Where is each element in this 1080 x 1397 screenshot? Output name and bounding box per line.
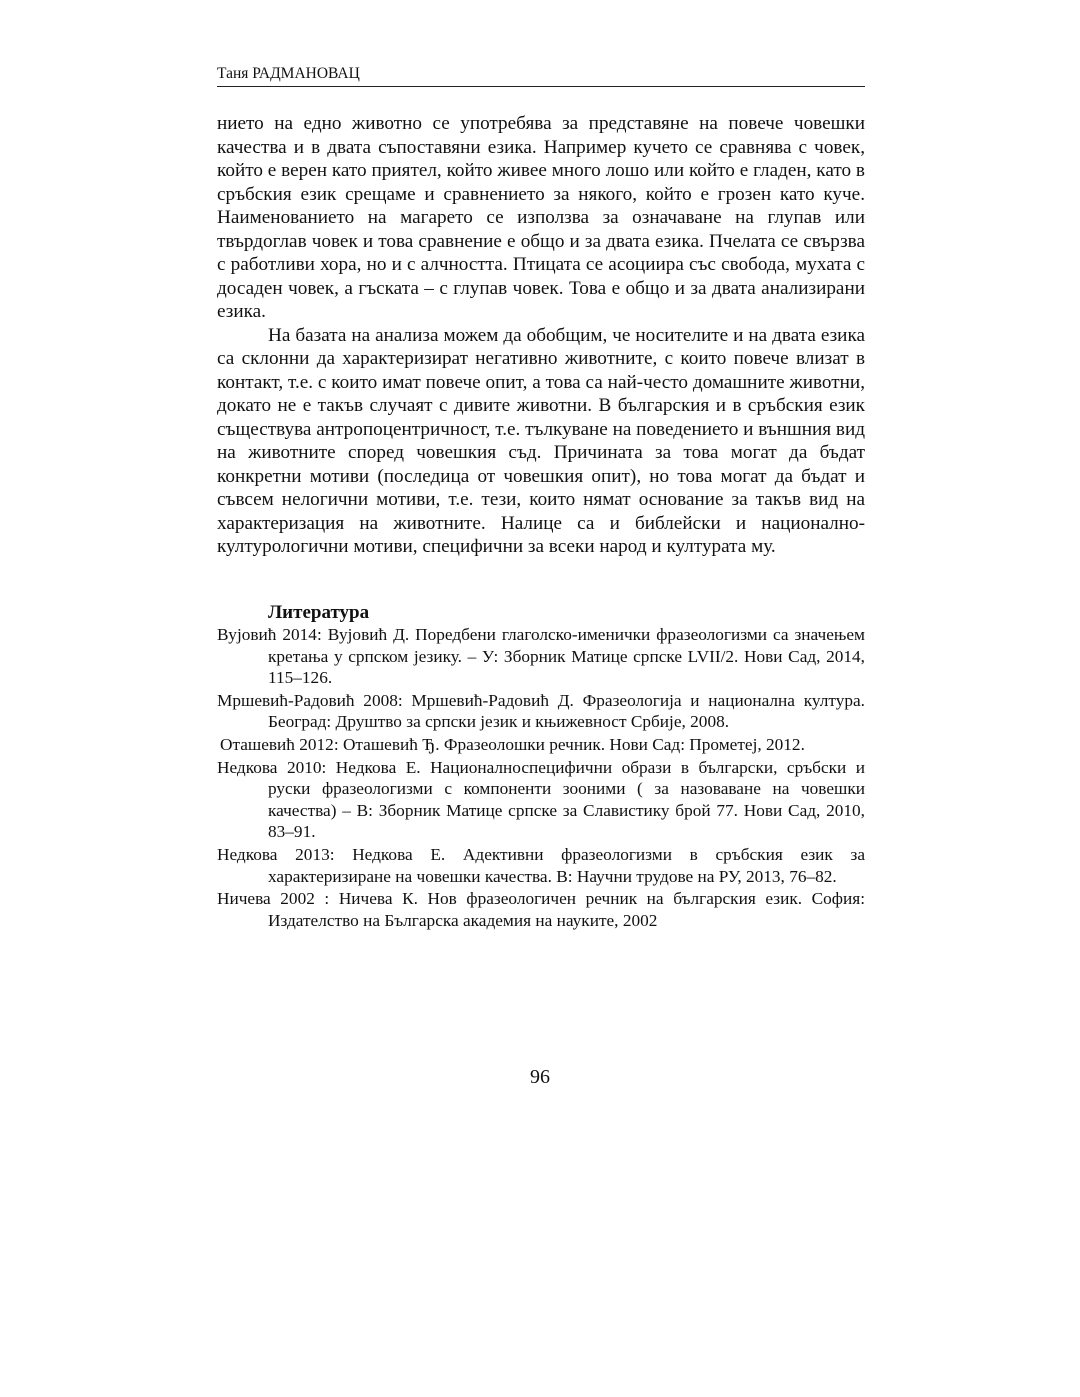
running-title: Таня РАДМАНОВАЦ bbox=[217, 65, 360, 82]
paragraph-continued: нието на едно животно се употребява за представяне на повече човешки качества и в двата съпоставяни езика. Например кучето се сравнява с човек, който е верен като приятел, който живее много лошо или който е гладен, като в сръбския език срещаме и сравнението за някого, който е грозен като куче. Наименованието на магарето се използва за означаване на глупав или твърдоглав човек и това сравнение е общо и за двата езика. Пчелата се свързва с работливи хора, но и с алчността. Птицата се асоциира със свобода, мухата с досаден човек, а гъската – с глупав човек. Това е общо и за двата анализирани езика. bbox=[217, 113, 865, 322]
reference-item: Недкова 2013: Недкова Е. Адективни фразеологизми в сръбския език за характеризиране на човешки качества. В: Научни трудове на РУ, 2013, 76–82. bbox=[217, 844, 865, 886]
main-text bbox=[217, 112, 865, 559]
reference-item: Вујовић 2014: Вујовић Д. Поредбени глаголско-именички фразеологизми са значењем кретања у српском језику. – У: Зборник Матице српске LVII/2. Нови Сад, 2014, 115–126. bbox=[217, 625, 865, 688]
reference-item: Оташевић 2012: Оташевић Ђ. Фразеолошки речник. Нови Сад: Прометеј, 2012. bbox=[220, 734, 805, 754]
running-header bbox=[217, 64, 865, 87]
reference-item: Ничева 2002 : Ничева К. Нов фразеологичен речник на българския език. София: Издателство на Българска академия на науките, 2002 bbox=[217, 889, 865, 930]
reference-item: Недкова 2010: Недкова Е. Националноспецифични образи в български, сръбски и руски фразеологизми с компоненти зооними ( за назоваване на човешки качества) – В: Зборник Матице српске за Славистику брой 77. Нови Сад, 2010, 83–91. bbox=[217, 757, 865, 842]
page-number: 96 bbox=[530, 1066, 550, 1088]
references-heading: Литература bbox=[268, 602, 370, 623]
references-list bbox=[217, 624, 865, 932]
reference-item: Мршевић-Радовић 2008: Мршевић-Радовић Д. Фразеологија и национална култура. Београд: Друштво за српски језик и књижевност Србије, 2008. bbox=[217, 690, 865, 732]
paragraph-conclusion: На базата на анализа можем да обобщим, че носителите и на двата езика са склонни да характеризират негативно животните, с които повече влизат в контакт, т.е. с които имат повече опит, а това са най-често домашните животни, докато не е такъв случаят с дивите животни. В българския и в сръбския език съществува антропоцентричност, т.е. тълкуване на поведението и външния вид на животните според човешкия съд. Причината за това могат да бъдат конкретни мотиви (последица от човешкия опит), но това могат да бъдат и съвсем нелогични мотиви, т.е. тези, които нямат основание за такъв вид на характеризация на животните. Налице са и библейски и национално-културологични мотиви, специфични за всеки народ и културата му. bbox=[217, 324, 865, 557]
